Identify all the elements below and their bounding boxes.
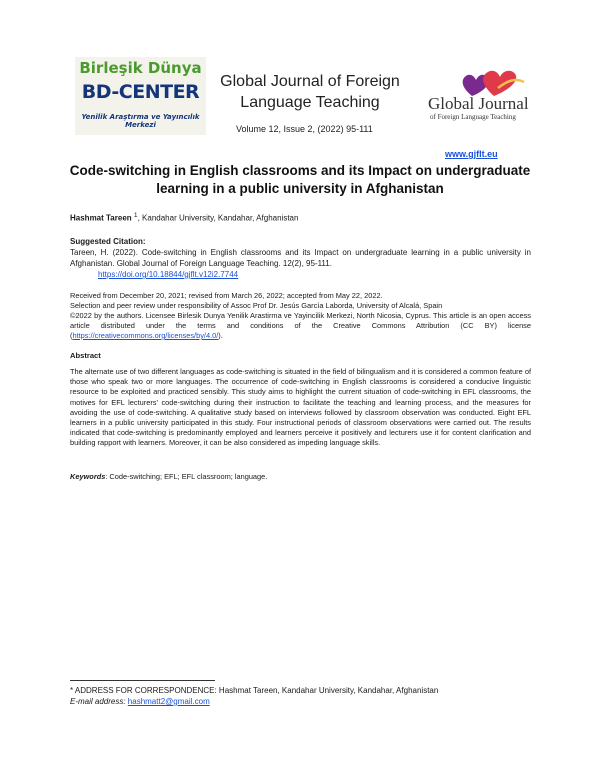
license-end: ). — [218, 331, 223, 340]
abstract-body: The alternate use of two different languages as code-switching is situated in the field of bilingualism and it is considered a common feature of those who speak two or more languages. The occurrence of code-switching in English classrooms is considered a conducive linguistic resource to be exploited and practiced sensibly. This study aims to highlight the current situation of code-switching in EFL classrooms, the motives for EFL lecturers' code-switching during their instruction to facilitate the teaching and learning process, and the measures for avoiding the use of code-switching. A qualitative study based on interviews followed by classroom observation was conducted. Eight EFL learners in a public university participated in this study. Four instructional periods of classroom observations were carried out. The results indicated that code-switching is predominantly employed and learners perceive it positively and lecturers use it for content clarification and building rapport with learners. Moreover, it can be also considered as impeding language skills. — [70, 367, 531, 448]
journal-title: Global Journal of Foreign Language Teaching — [220, 73, 400, 111]
keywords — [70, 472, 267, 481]
citation-text: Tareen, H. (2022). Code-switching in English classrooms and its Impact on undergraduate learning in a public university in Afghanistan. Global Journal of Foreign Language Teaching. 12(2), 95-111. — [70, 248, 531, 268]
journal-issue: Volume 12, Issue 2, (2022) 95-111 — [236, 124, 373, 134]
journal-logo — [428, 66, 540, 126]
license-statement — [70, 311, 531, 341]
email-link[interactable]: hashmatt2@gmail.com — [127, 697, 210, 706]
paper-title: Code-switching in English classrooms and its Impact on undergraduate learning in a public university in Afghanistan — [69, 163, 531, 196]
publisher-logo-line1: Birleşik Dünya — [79, 59, 202, 77]
correspondence-email — [70, 697, 210, 706]
journal-logo-main: Global Journal — [428, 94, 529, 113]
author-line — [70, 212, 298, 223]
journal-website-link[interactable]: www.gjflt.eu — [445, 149, 498, 159]
email-label: E-mail address: — [70, 697, 128, 706]
keywords-text: : Code-switching; EFL; EFL classroom; language. — [105, 472, 268, 481]
peer-review-note: Selection and peer review under responsibility of Assoc Prof Dr. Jesús García Laborda, University of Alcalá, Spain — [70, 301, 443, 310]
publisher-logo-line2: BD-CENTER — [81, 81, 200, 103]
citation-doi-link[interactable]: https://doi.org/10.18844/gjflt.v12i2.7744 — [98, 270, 239, 279]
footnote-divider — [70, 680, 215, 681]
received-dates: Received from December 20, 2021; revised from March 26, 2022; accepted from May 22, 2022. — [70, 291, 383, 300]
publisher-logo — [75, 57, 206, 135]
author-superscript: 1 — [133, 212, 138, 219]
publisher-logo-line3: Yenilik Araştırma ve Yayıncılık Merkezi — [81, 113, 200, 129]
abstract-heading: Abstract — [70, 351, 101, 360]
author-affiliation: , Kandahar University, Kandahar, Afghanistan — [137, 213, 299, 223]
citation-label: Suggested Citation: — [70, 237, 146, 246]
license-link[interactable]: https://creativecommons.org/licenses/by/4.0/ — [72, 331, 219, 340]
license-text: ©2022 by the authors. Licensee Birlesik Dunya Yenilik Arastirma ve Yayincilik Merkezi, North Nicosia, Cyprus. This article is an open access article distributed under the terms and conditions of the Creative Commons Attribution (CC BY) license ( — [70, 311, 531, 340]
correspondence-address: * ADDRESS FOR CORRESPONDENCE: Hashmat Tareen, Kandahar University, Kandahar, Afghanistan — [70, 686, 439, 695]
journal-logo-sub: of Foreign Language Teaching — [430, 113, 516, 121]
author-name: Hashmat Tareen — [70, 213, 132, 223]
keywords-label: Keywords — [70, 472, 106, 481]
